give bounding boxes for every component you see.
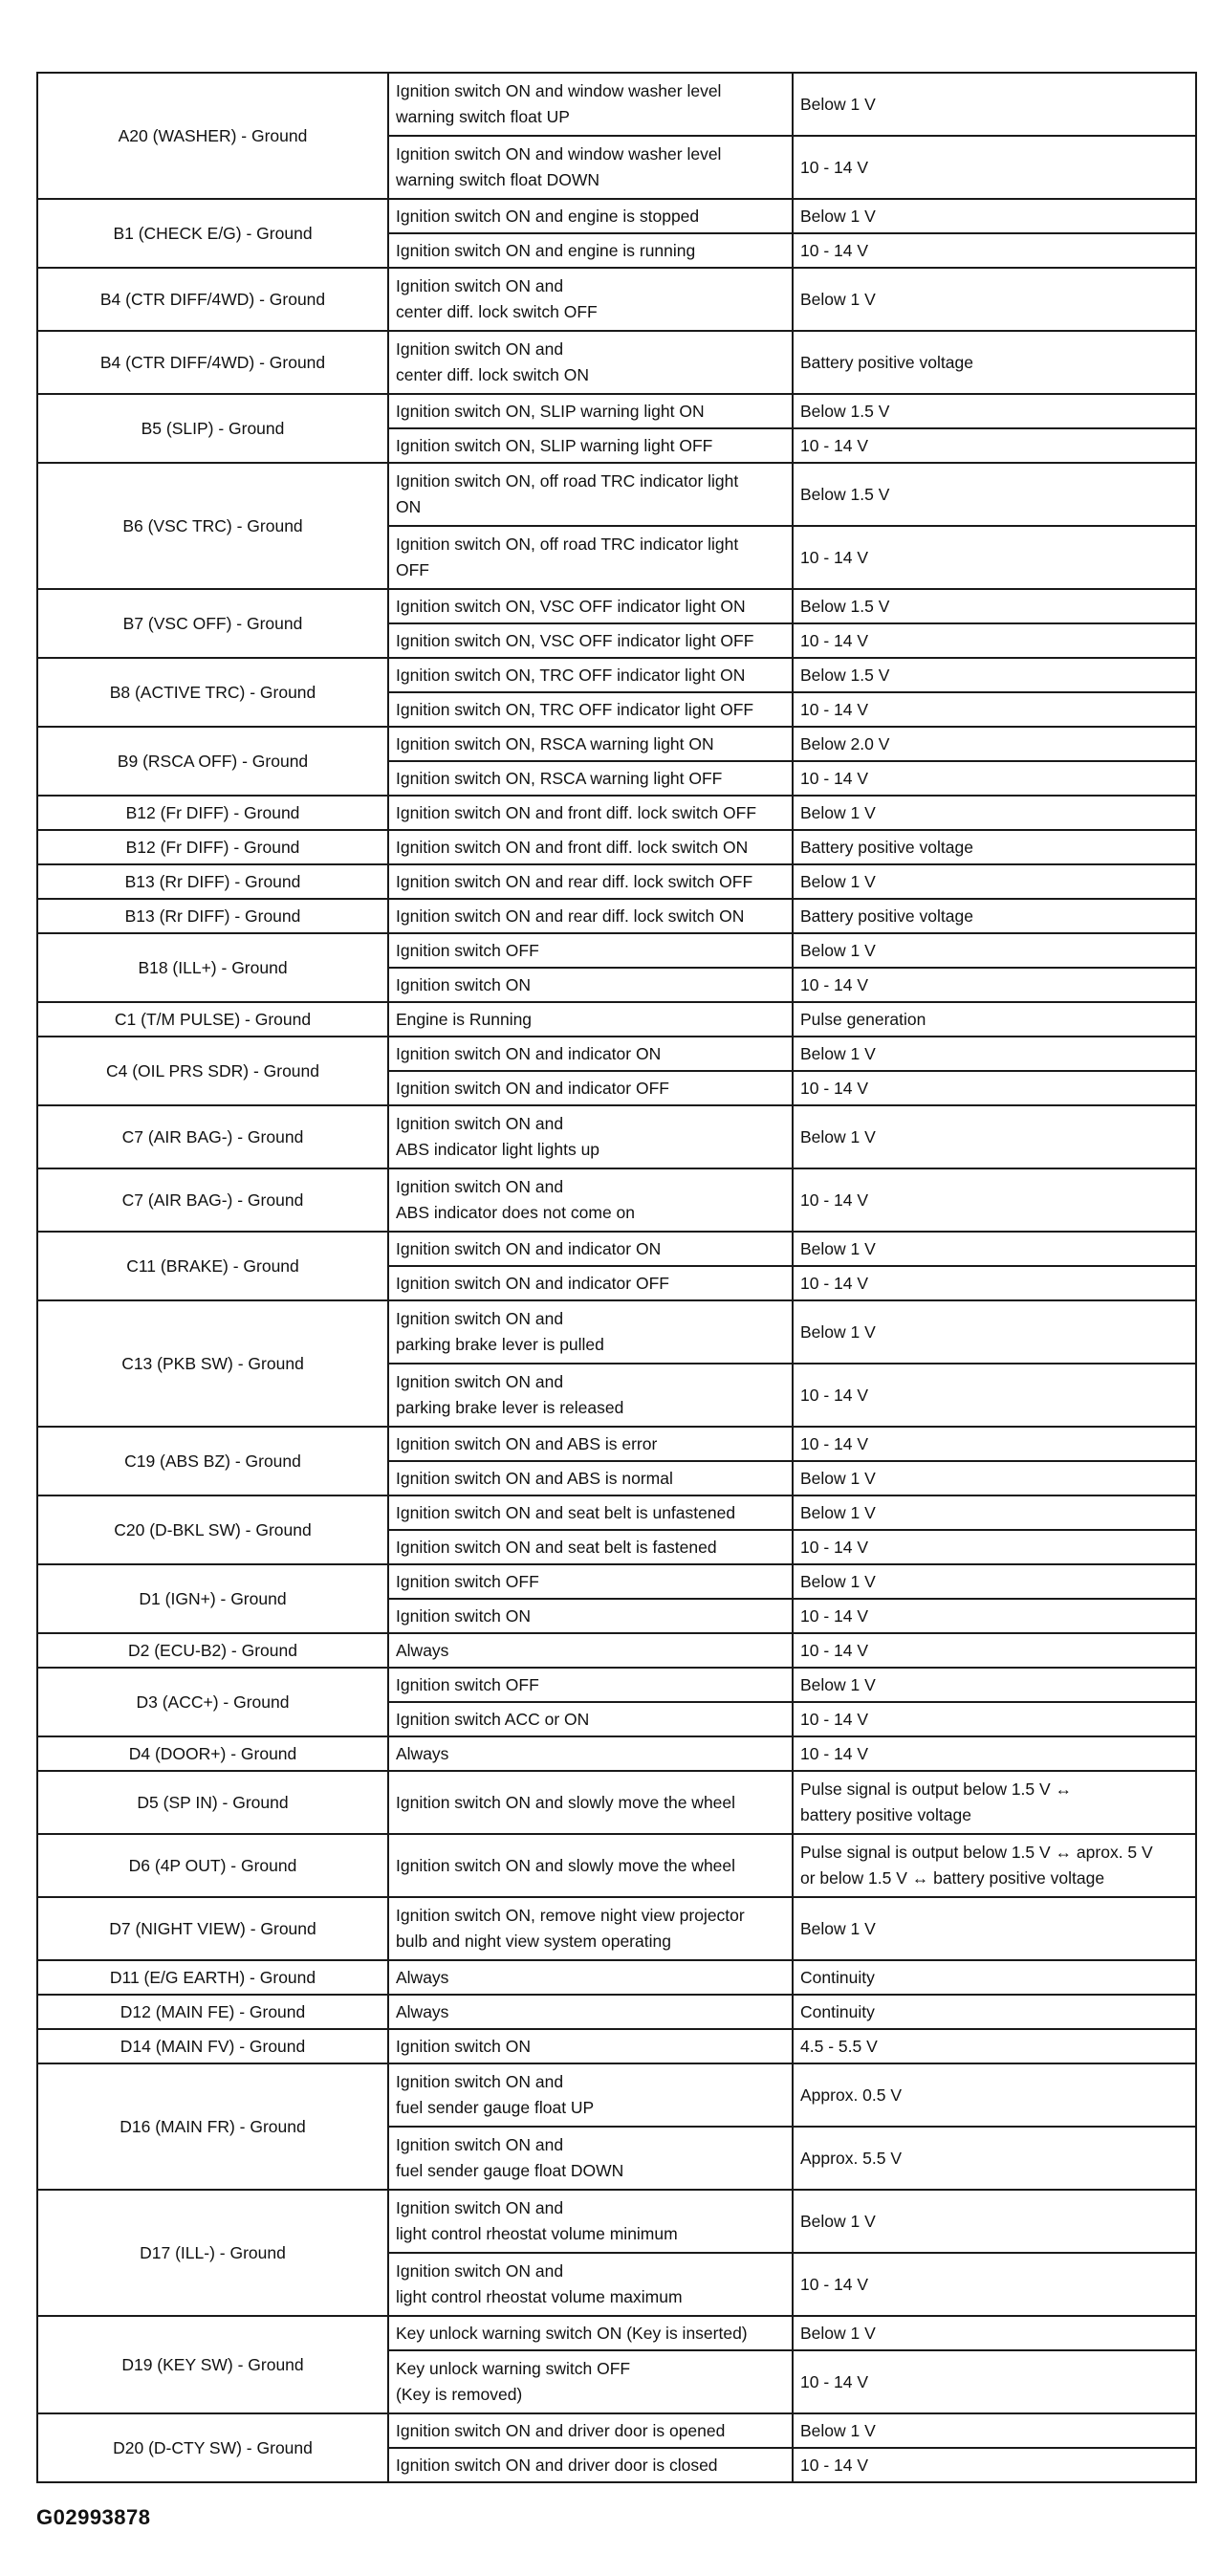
condition-cell: Ignition switch ON: [388, 968, 793, 1002]
table-row: [37, 2029, 1196, 2063]
table-row: [37, 1105, 1196, 1168]
condition-cell: Ignition switch ON and indicator OFF: [388, 1071, 793, 1105]
table-row: [37, 1564, 1196, 1599]
table-row: [37, 1232, 1196, 1266]
table-row: [37, 1168, 1196, 1232]
condition-cell: Ignition switch ON: [388, 1599, 793, 1633]
terminal-cell: D2 (ECU-B2) - Ground: [37, 1633, 388, 1668]
table-row: [37, 2316, 1196, 2350]
condition-cell: Ignition switch ON and center diff. lock switch ON: [388, 331, 793, 394]
terminal-cell: D14 (MAIN FV) - Ground: [37, 2029, 388, 2063]
terminal-cell: D19 (KEY SW) - Ground: [37, 2316, 388, 2413]
terminal-cell: B4 (CTR DIFF/4WD) - Ground: [37, 331, 388, 394]
condition-cell: Always: [388, 1960, 793, 1995]
condition-cell: Ignition switch ON and indicator ON: [388, 1037, 793, 1071]
terminal-cell: C11 (BRAKE) - Ground: [37, 1232, 388, 1300]
condition-cell: Ignition switch ON and seat belt is unfastened: [388, 1495, 793, 1530]
condition-cell: Always: [388, 1736, 793, 1771]
table-row: [37, 2190, 1196, 2253]
spec-cell: Continuity: [793, 1960, 1196, 1995]
terminal-cell: C19 (ABS BZ) - Ground: [37, 1427, 388, 1495]
condition-cell: Ignition switch ON and light control rheostat volume maximum: [388, 2253, 793, 2316]
spec-cell: Below 1.5 V: [793, 394, 1196, 428]
condition-cell: Always: [388, 1995, 793, 2029]
terminal-cell: B12 (Fr DIFF) - Ground: [37, 830, 388, 864]
condition-cell: Key unlock warning switch OFF (Key is removed): [388, 2350, 793, 2413]
spec-cell: Below 1.5 V: [793, 463, 1196, 526]
terminal-cell: A20 (WASHER) - Ground: [37, 73, 388, 199]
spec-cell: 10 - 14 V: [793, 1599, 1196, 1633]
table-row: [37, 899, 1196, 933]
terminal-voltage-table: [36, 72, 1197, 2483]
spec-cell: Below 1.5 V: [793, 589, 1196, 623]
terminal-cell: D4 (DOOR+) - Ground: [37, 1736, 388, 1771]
spec-cell: 10 - 14 V: [793, 2350, 1196, 2413]
spec-cell: 10 - 14 V: [793, 136, 1196, 199]
table-row: [37, 331, 1196, 394]
spec-cell: Below 1 V: [793, 73, 1196, 136]
spec-cell: Battery positive voltage: [793, 830, 1196, 864]
condition-cell: Ignition switch ON and driver door is closed: [388, 2448, 793, 2482]
spec-cell: 10 - 14 V: [793, 692, 1196, 727]
spec-cell: 10 - 14 V: [793, 1530, 1196, 1564]
spec-cell: Below 1 V: [793, 1037, 1196, 1071]
terminal-cell: D5 (SP IN) - Ground: [37, 1771, 388, 1834]
condition-cell: Ignition switch ON and front diff. lock switch ON: [388, 830, 793, 864]
table-row: [37, 73, 1196, 136]
condition-cell: Ignition switch ON, SLIP warning light ON: [388, 394, 793, 428]
table-row: [37, 1300, 1196, 1364]
terminal-cell: B1 (CHECK E/G) - Ground: [37, 199, 388, 268]
table-row: [37, 1995, 1196, 2029]
condition-cell: Ignition switch ON, TRC OFF indicator light OFF: [388, 692, 793, 727]
terminal-cell: B6 (VSC TRC) - Ground: [37, 463, 388, 589]
spec-cell: 10 - 14 V: [793, 1364, 1196, 1427]
terminal-cell: B9 (RSCA OFF) - Ground: [37, 727, 388, 796]
condition-cell: Ignition switch ON and fuel sender gauge float UP: [388, 2063, 793, 2127]
terminal-cell: C13 (PKB SW) - Ground: [37, 1300, 388, 1427]
condition-cell: Ignition switch ON and parking brake lever is pulled: [388, 1300, 793, 1364]
spec-cell: Below 1 V: [793, 1300, 1196, 1364]
spec-cell: Below 1 V: [793, 933, 1196, 968]
condition-cell: Key unlock warning switch ON (Key is inserted): [388, 2316, 793, 2350]
condition-cell: Ignition switch ON, VSC OFF indicator light ON: [388, 589, 793, 623]
terminal-cell: D12 (MAIN FE) - Ground: [37, 1995, 388, 2029]
condition-cell: Ignition switch ON and driver door is opened: [388, 2413, 793, 2448]
terminal-cell: C1 (T/M PULSE) - Ground: [37, 1002, 388, 1037]
condition-cell: Ignition switch ON and ABS is normal: [388, 1461, 793, 1495]
table-row: [37, 933, 1196, 968]
condition-cell: Ignition switch ON and fuel sender gauge float DOWN: [388, 2127, 793, 2190]
terminal-cell: D17 (ILL-) - Ground: [37, 2190, 388, 2316]
spec-cell: 10 - 14 V: [793, 1702, 1196, 1736]
condition-cell: Ignition switch OFF: [388, 933, 793, 968]
spec-cell: Below 1.5 V: [793, 658, 1196, 692]
spec-cell: Battery positive voltage: [793, 331, 1196, 394]
spec-cell: Below 2.0 V: [793, 727, 1196, 761]
condition-cell: Ignition switch ON, off road TRC indicator light ON: [388, 463, 793, 526]
condition-cell: Ignition switch ON, SLIP warning light OFF: [388, 428, 793, 463]
table-row: [37, 2413, 1196, 2448]
spec-cell: Below 1 V: [793, 268, 1196, 331]
table-row: [37, 2063, 1196, 2127]
table-row: [37, 394, 1196, 428]
spec-cell: Continuity: [793, 1995, 1196, 2029]
condition-cell: Ignition switch ON and slowly move the wheel: [388, 1834, 793, 1897]
spec-cell: Below 1 V: [793, 796, 1196, 830]
spec-cell: Below 1 V: [793, 199, 1196, 233]
spec-cell: Pulse generation: [793, 1002, 1196, 1037]
condition-cell: Ignition switch ON and window washer level warning switch float DOWN: [388, 136, 793, 199]
condition-cell: Ignition switch ACC or ON: [388, 1702, 793, 1736]
condition-cell: Ignition switch ON, VSC OFF indicator light OFF: [388, 623, 793, 658]
condition-cell: Ignition switch ON, RSCA warning light OFF: [388, 761, 793, 796]
table-row: [37, 1736, 1196, 1771]
condition-cell: Ignition switch ON and engine is running: [388, 233, 793, 268]
terminal-cell: D11 (E/G EARTH) - Ground: [37, 1960, 388, 1995]
table-row: [37, 268, 1196, 331]
condition-cell: Ignition switch ON and rear diff. lock switch ON: [388, 899, 793, 933]
figure-code: G02993878: [36, 2505, 151, 2529]
spec-cell: 10 - 14 V: [793, 233, 1196, 268]
spec-cell: 10 - 14 V: [793, 1168, 1196, 1232]
condition-cell: Ignition switch ON and ABS is error: [388, 1427, 793, 1461]
spec-cell: Below 1 V: [793, 1495, 1196, 1530]
condition-cell: Ignition switch ON and indicator ON: [388, 1232, 793, 1266]
table-body: [37, 73, 1196, 2482]
table-row: [37, 658, 1196, 692]
spec-cell: 10 - 14 V: [793, 623, 1196, 658]
terminal-cell: B4 (CTR DIFF/4WD) - Ground: [37, 268, 388, 331]
table-row: [37, 589, 1196, 623]
spec-cell: Approx. 5.5 V: [793, 2127, 1196, 2190]
spec-cell: 4.5 - 5.5 V: [793, 2029, 1196, 2063]
spec-cell: Below 1 V: [793, 1564, 1196, 1599]
condition-cell: Ignition switch OFF: [388, 1668, 793, 1702]
table-row: [37, 463, 1196, 526]
spec-cell: Below 1 V: [793, 1461, 1196, 1495]
condition-cell: Ignition switch ON and parking brake lever is released: [388, 1364, 793, 1427]
spec-cell: 10 - 14 V: [793, 526, 1196, 589]
table-row: [37, 864, 1196, 899]
table-row: [37, 1668, 1196, 1702]
table-row: [37, 1002, 1196, 1037]
spec-cell: 10 - 14 V: [793, 1427, 1196, 1461]
terminal-cell: B18 (ILL+) - Ground: [37, 933, 388, 1002]
condition-cell: Always: [388, 1633, 793, 1668]
condition-cell: Ignition switch ON and ABS indicator does not come on: [388, 1168, 793, 1232]
condition-cell: Ignition switch ON, TRC OFF indicator light ON: [388, 658, 793, 692]
terminal-cell: B7 (VSC OFF) - Ground: [37, 589, 388, 658]
terminal-cell: B8 (ACTIVE TRC) - Ground: [37, 658, 388, 727]
spec-cell: 10 - 14 V: [793, 1736, 1196, 1771]
spec-cell: 10 - 14 V: [793, 968, 1196, 1002]
spec-cell: Pulse signal is output below 1.5 V ↔ aprox. 5 V or below 1.5 V ↔ battery positive voltage: [793, 1834, 1196, 1897]
condition-cell: Ignition switch ON: [388, 2029, 793, 2063]
terminal-cell: C4 (OIL PRS SDR) - Ground: [37, 1037, 388, 1105]
spec-cell: Approx. 0.5 V: [793, 2063, 1196, 2127]
spec-cell: Below 1 V: [793, 864, 1196, 899]
condition-cell: Ignition switch ON and slowly move the wheel: [388, 1771, 793, 1834]
table-row: [37, 830, 1196, 864]
condition-cell: Ignition switch ON and seat belt is fastened: [388, 1530, 793, 1564]
spec-cell: 10 - 14 V: [793, 1633, 1196, 1668]
spec-cell: 10 - 14 V: [793, 1266, 1196, 1300]
spec-cell: Battery positive voltage: [793, 899, 1196, 933]
terminal-cell: B13 (Rr DIFF) - Ground: [37, 864, 388, 899]
table-row: [37, 1897, 1196, 1960]
table-row: [37, 1633, 1196, 1668]
terminal-cell: B12 (Fr DIFF) - Ground: [37, 796, 388, 830]
spec-cell: Below 1 V: [793, 2316, 1196, 2350]
table-row: [37, 1960, 1196, 1995]
condition-cell: Engine is Running: [388, 1002, 793, 1037]
spec-cell: Pulse signal is output below 1.5 V ↔ battery positive voltage: [793, 1771, 1196, 1834]
terminal-cell: C7 (AIR BAG-) - Ground: [37, 1168, 388, 1232]
terminal-cell: D16 (MAIN FR) - Ground: [37, 2063, 388, 2190]
condition-cell: Ignition switch ON, remove night view projector bulb and night view system operating: [388, 1897, 793, 1960]
spec-cell: 10 - 14 V: [793, 428, 1196, 463]
table-row: [37, 1771, 1196, 1834]
terminal-cell: D7 (NIGHT VIEW) - Ground: [37, 1897, 388, 1960]
condition-cell: Ignition switch ON and indicator OFF: [388, 1266, 793, 1300]
terminal-cell: C20 (D-BKL SW) - Ground: [37, 1495, 388, 1564]
terminal-cell: D6 (4P OUT) - Ground: [37, 1834, 388, 1897]
spec-cell: Below 1 V: [793, 1897, 1196, 1960]
condition-cell: Ignition switch ON, off road TRC indicator light OFF: [388, 526, 793, 589]
spec-cell: 10 - 14 V: [793, 2448, 1196, 2482]
condition-cell: Ignition switch ON and window washer level warning switch float UP: [388, 73, 793, 136]
spec-cell: Below 1 V: [793, 1105, 1196, 1168]
spec-cell: Below 1 V: [793, 1232, 1196, 1266]
spec-cell: 10 - 14 V: [793, 1071, 1196, 1105]
condition-cell: Ignition switch ON and ABS indicator light lights up: [388, 1105, 793, 1168]
condition-cell: Ignition switch ON, RSCA warning light ON: [388, 727, 793, 761]
spec-cell: 10 - 14 V: [793, 761, 1196, 796]
spec-cell: Below 1 V: [793, 2190, 1196, 2253]
terminal-cell: B5 (SLIP) - Ground: [37, 394, 388, 463]
spec-cell: 10 - 14 V: [793, 2253, 1196, 2316]
condition-cell: Ignition switch OFF: [388, 1564, 793, 1599]
table-row: [37, 1427, 1196, 1461]
condition-cell: Ignition switch ON and light control rheostat volume minimum: [388, 2190, 793, 2253]
table-row: [37, 199, 1196, 233]
spec-cell: Below 1 V: [793, 1668, 1196, 1702]
terminal-cell: D3 (ACC+) - Ground: [37, 1668, 388, 1736]
table-row: [37, 727, 1196, 761]
table-row: [37, 1495, 1196, 1530]
table-row: [37, 1834, 1196, 1897]
table-row: [37, 796, 1196, 830]
condition-cell: Ignition switch ON and front diff. lock switch OFF: [388, 796, 793, 830]
condition-cell: Ignition switch ON and center diff. lock switch OFF: [388, 268, 793, 331]
terminal-cell: B13 (Rr DIFF) - Ground: [37, 899, 388, 933]
terminal-cell: D20 (D-CTY SW) - Ground: [37, 2413, 388, 2482]
terminal-cell: D1 (IGN+) - Ground: [37, 1564, 388, 1633]
condition-cell: Ignition switch ON and rear diff. lock switch OFF: [388, 864, 793, 899]
condition-cell: Ignition switch ON and engine is stopped: [388, 199, 793, 233]
spec-cell: Below 1 V: [793, 2413, 1196, 2448]
table-row: [37, 1037, 1196, 1071]
terminal-cell: C7 (AIR BAG-) - Ground: [37, 1105, 388, 1168]
